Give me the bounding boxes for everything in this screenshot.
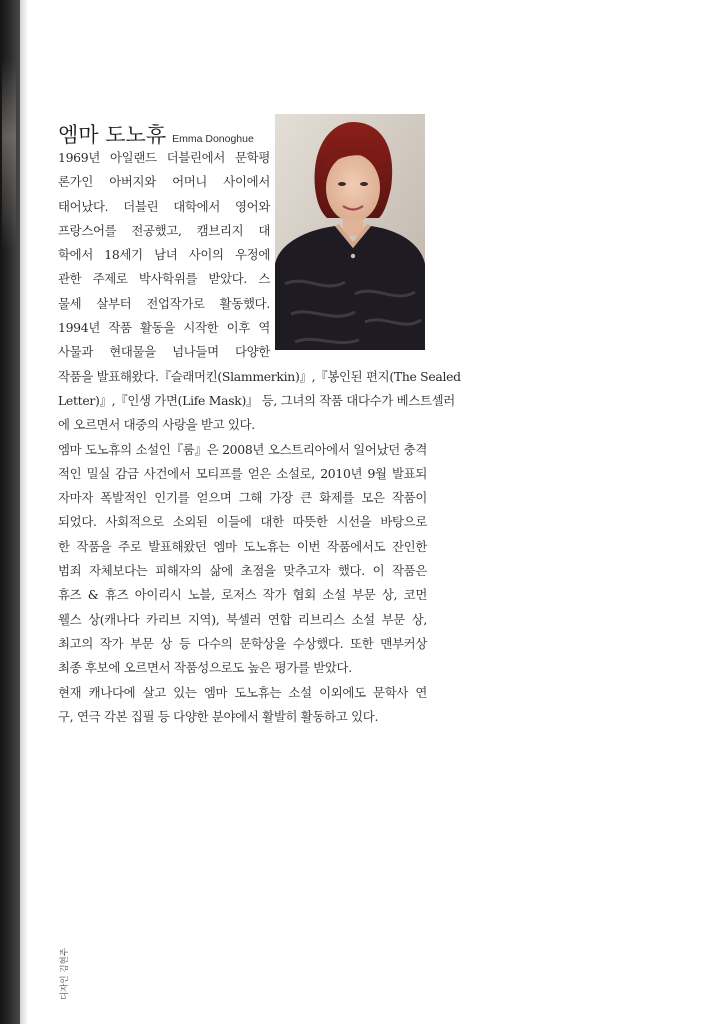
spine-highlight [2, 60, 16, 250]
bio-line: 적인 밀실 감금 사건에서 모티프를 얻은 소설로, 2010년 9월 발표되 [58, 465, 427, 481]
author-heading [58, 112, 254, 150]
bio-line: Letter)』,『인생 가면(Life Mask)』 등, 그녀의 작품 대다수가 베스트셀러 [58, 392, 455, 408]
bio-line: 프랑스어를 전공했고, 캠브리지 대 [58, 222, 270, 238]
gutter-shadow [20, 0, 28, 1024]
bio-line: 에 오르면서 대중의 사랑을 받고 있다. [58, 417, 255, 433]
bio-line: 휴즈 & 휴즈 아이리시 노블, 로저스 작가 협회 소설 부문 상, 코먼 [58, 587, 427, 603]
author-biography [58, 146, 461, 729]
bio-line: 1969년 아일랜드 더블린에서 문학평 [58, 150, 270, 165]
bio-line: 구, 연극 각본 집필 등 다양한 분야에서 활발히 활동하고 있다. [58, 708, 379, 724]
bio-line: 물세 살부터 전업작가로 활동했다. [58, 295, 270, 311]
bio-line: 관한 주제로 박사학위를 받았다. 스 [58, 271, 270, 287]
bio-line: 작품을 발표해왔다.『슬래머킨(Slammerkin)』,『봉인된 편지(The Sealed [58, 368, 461, 384]
bio-line: 범죄 자체보다는 피해자의 삶에 초점을 맞추고자 했다. 이 작품은 [58, 563, 427, 579]
bio-line: 자마자 폭발적인 인기를 얻으며 그해 가장 큰 화제를 모은 작품이 [58, 490, 427, 506]
bio-line: 태어났다. 더블린 대학에서 영어와 [58, 198, 270, 214]
bio-line: 엠마 도노휴의 소설인『룸』은 2008년 오스트리아에서 일어났던 충격 [58, 441, 427, 457]
bio-line: 론가인 아버지와 어머니 사이에서 [58, 174, 270, 190]
author-name-korean: 엠마 도노휴 [58, 123, 167, 147]
bio-line: 최고의 작가 부문 상 등 다수의 문학상을 수상했다. 또한 맨부커상 [58, 635, 427, 651]
bio-line: 사물과 현대물을 넘나들며 다양한 [58, 344, 270, 360]
bio-line: 최종 후보에 오르면서 작품성으로도 높은 평가를 받았다. [58, 660, 352, 676]
bio-line: 1994년 작품 활동을 시작한 이후 역 [58, 320, 270, 336]
bio-line: 학에서 18세기 남녀 사이의 우정에 [58, 247, 270, 263]
bio-line: 되었다. 사회적으로 소외된 이들에 대한 따뜻한 시선을 바탕으로 [58, 514, 427, 530]
bio-line: 한 작품을 주로 발표해왔던 엠마 도노휴는 이번 작품에서도 잔인한 [58, 538, 427, 554]
bio-line: 현재 캐나다에 살고 있는 엠마 도노휴는 소설 이외에도 문학사 연 [58, 684, 427, 700]
bio-line: 웰스 상(캐나다 카리브 지역), 북셀러 연합 리브리스 소설 부문 상, [58, 611, 427, 627]
designer-credit: 디자인 김현주 [60, 948, 70, 1000]
author-name-english: Emma Donoghue [172, 133, 254, 145]
